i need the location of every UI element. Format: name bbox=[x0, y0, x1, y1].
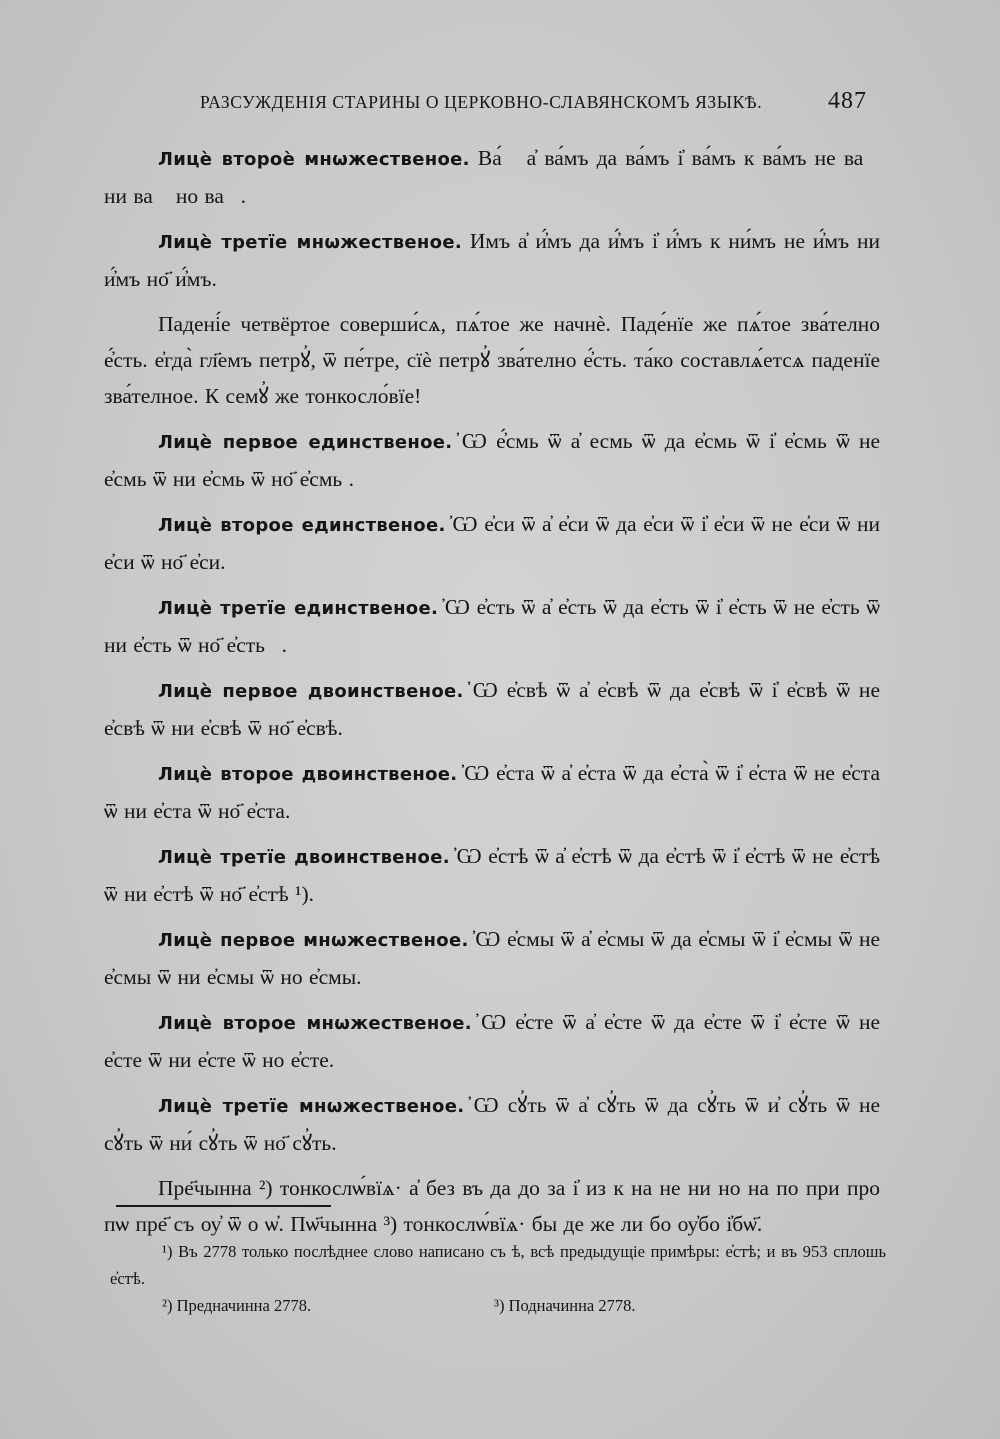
footnote-1: ¹) Въ 2778 только послѣднее слово написано съ ѣ, всѣ предыдущіе примѣры: е҆стѣ; и въ 953 сплошь е҆стѣ. bbox=[110, 1242, 886, 1288]
paragraph-dual-first-person bbox=[104, 672, 880, 746]
paragraph-heading: Лицѐ третїе единственое. bbox=[158, 598, 439, 619]
paragraph-text: ̓Ѡ е҆сте ѿ а҆ е҆сте ѿ да е҆сте ѿ і҆ е҆сте ѿ не е҆сте ѿ ни е҆сте ѿ но е҆сте. bbox=[104, 1010, 881, 1072]
paragraph-text: Имъ а҆ и҆́мъ да и҆́мъ і҆ и҆́мъ к ни́мъ не и҆́мъ ни и҆́мъ но҃ и҆́мъ. bbox=[104, 229, 880, 291]
paragraph-plural-third-person bbox=[104, 223, 880, 297]
paragraph-text: Падені́е четвёртое соверши́сѧ, пѧ́тое же начнѐ. Паде́нїе же пѧ́тое зва́телно е҆́сть. е҆гда̀ гл҃емъ петрꙋ҆, ѿ пе́тре, сїѐ петрꙋ҆ зва́телно е҆́сть. та́ко составлѧ́етсѧ паденїе зва́телное. К семꙋ҆ же тонкосло́вїе! bbox=[104, 312, 880, 408]
paragraph-heading: Лицѐ третїе двоинственое. bbox=[158, 847, 450, 868]
paragraph-plural-third-person-sut bbox=[104, 1087, 880, 1161]
running-head-title: РАЗСУЖДЕНІЯ СТАРИНЫ О ЦЕРКОВНО-СЛАВЯНСКОМЪ ЯЗЫКѢ. bbox=[200, 92, 763, 112]
footnote-3: ³) Подначинна 2778. bbox=[494, 1296, 636, 1315]
paragraph-heading: Лицѐ второе единственое. bbox=[158, 515, 446, 536]
footnotes bbox=[110, 1238, 886, 1320]
footnote-2: ²) Предначинна 2778. bbox=[162, 1296, 312, 1315]
paragraph-fifth-case bbox=[104, 306, 880, 414]
paragraph-dual-second-person bbox=[104, 755, 880, 829]
page-number: 487 bbox=[828, 88, 867, 114]
paragraph-text: Пре҃чынна ²) тонкослѡ́вїѧ· а҆ без въ да до за і҆ из к на не ни но на по при про пѡ пре҃ съ оу҆ ѿ о ѡ҆. Пѡ҃чынна ³) тонкослѡ́вїѧ· бы де же ли бо оу҆бо і҆бѡ҃. bbox=[104, 1176, 880, 1236]
paragraph-text: ̓Ѡ сꙋ҆ть ѿ а҆ сꙋ҆ть ѿ да сꙋ҆ть ѿ и҆ сꙋ҆ть ѿ не сꙋ҆ть ѿ ни́ сꙋ҆ть ѿ но҃ сꙋ҆ть. bbox=[104, 1093, 881, 1155]
paragraph-heading: Лицѐ третїе мнѡжественое. bbox=[158, 232, 462, 253]
paragraph-text: ̓Ѡ е҆смы ѿ а҆ е҆смы ѿ да е҆смы ѿ і҆ е҆смы ѿ не е҆смы ѿ ни е҆смы ѿ но е҆смы. bbox=[104, 927, 880, 989]
paragraph-plural-first-person-esmy bbox=[104, 921, 880, 995]
paragraph-text: ̓Ѡ е҆си ѿ а҆ е҆си ѿ да е҆си ѿ і҆ е҆си ѿ не е҆си ѿ ни е҆си ѿ но҃ е҆си. bbox=[104, 512, 880, 574]
paragraph-text: ̓Ѡ е҆сть ѿ а҆ е҆сть ѿ да е҆сть ѿ і҆ е҆сть ѿ не е҆сть ѿ ни е҆сть ѿ но҃ е҆стьⷮ. bbox=[104, 595, 880, 657]
paragraph-singular-first-person bbox=[104, 423, 880, 497]
paragraph-text: Ва́ⷨ а҆ ва́мъ да ва́мъ і҆ ва́мъ к ва́мъ не ваⷨ ни ваⷨ но ваⷨ. bbox=[104, 146, 880, 208]
paragraph-heading: Лицѐ третїе мнѡжественое. bbox=[158, 1096, 465, 1117]
running-head bbox=[0, 88, 1000, 128]
paragraph-heading: Лицѐ первое единственое. bbox=[158, 432, 453, 453]
paragraph-heading: Лицѐ второѐ мнѡжественое. bbox=[158, 149, 470, 170]
paragraph-text: ̓Ѡ е҆́смь ѿ а҆ есмь ѿ да е҆смь ѿ і҆ е҆смь ѿ не е҆смь ѿ ни е҆смь ѿ но҃ е҆смь . bbox=[104, 429, 880, 491]
paragraph-plural-second-person bbox=[104, 140, 880, 214]
paragraph-text: ̓Ѡ е҆свѣ ѿ а҆ е҆свѣ ѿ да е҆свѣ ѿ і҆ е҆свѣ ѿ не е҆свѣ ѿ ни е҆свѣ ѿ но҃ е҆свѣ. bbox=[104, 678, 880, 740]
paragraph-heading: Лицѐ второе мнѡжественое. bbox=[158, 1013, 472, 1034]
footnote-row bbox=[110, 1292, 886, 1320]
paragraph-heading: Лицѐ первое двоинственое. bbox=[158, 681, 464, 702]
footnote-divider bbox=[116, 1205, 331, 1207]
paragraph-heading: Лицѐ первое мнѡжественое. bbox=[158, 930, 469, 951]
main-text bbox=[104, 140, 880, 1251]
paragraph-plural-second-person-este bbox=[104, 1004, 880, 1078]
paragraph-heading: Лицѐ второе двоинственое. bbox=[158, 764, 458, 785]
paragraph-dual-third-person bbox=[104, 838, 880, 912]
paragraph-text: ̓Ѡ е҆ста ѿ а҆ е҆ста ѿ да е҆ста̀ ѿ і҆ е҆ста ѿ не е҆ста ѿ ни е҆ста ѿ но҃ е҆ста. bbox=[104, 761, 881, 823]
paragraph-singular-third-person bbox=[104, 589, 880, 663]
paragraph-singular-second-person bbox=[104, 506, 880, 580]
paragraph-text: ̓Ѡ е҆стѣ ѿ а҆ е҆стѣ ѿ да е҆стѣ ѿ і҆ е҆стѣ ѿ не е҆стѣ ѿ ни е҆стѣ ѿ но҃ е҆стѣ ¹). bbox=[104, 844, 880, 906]
